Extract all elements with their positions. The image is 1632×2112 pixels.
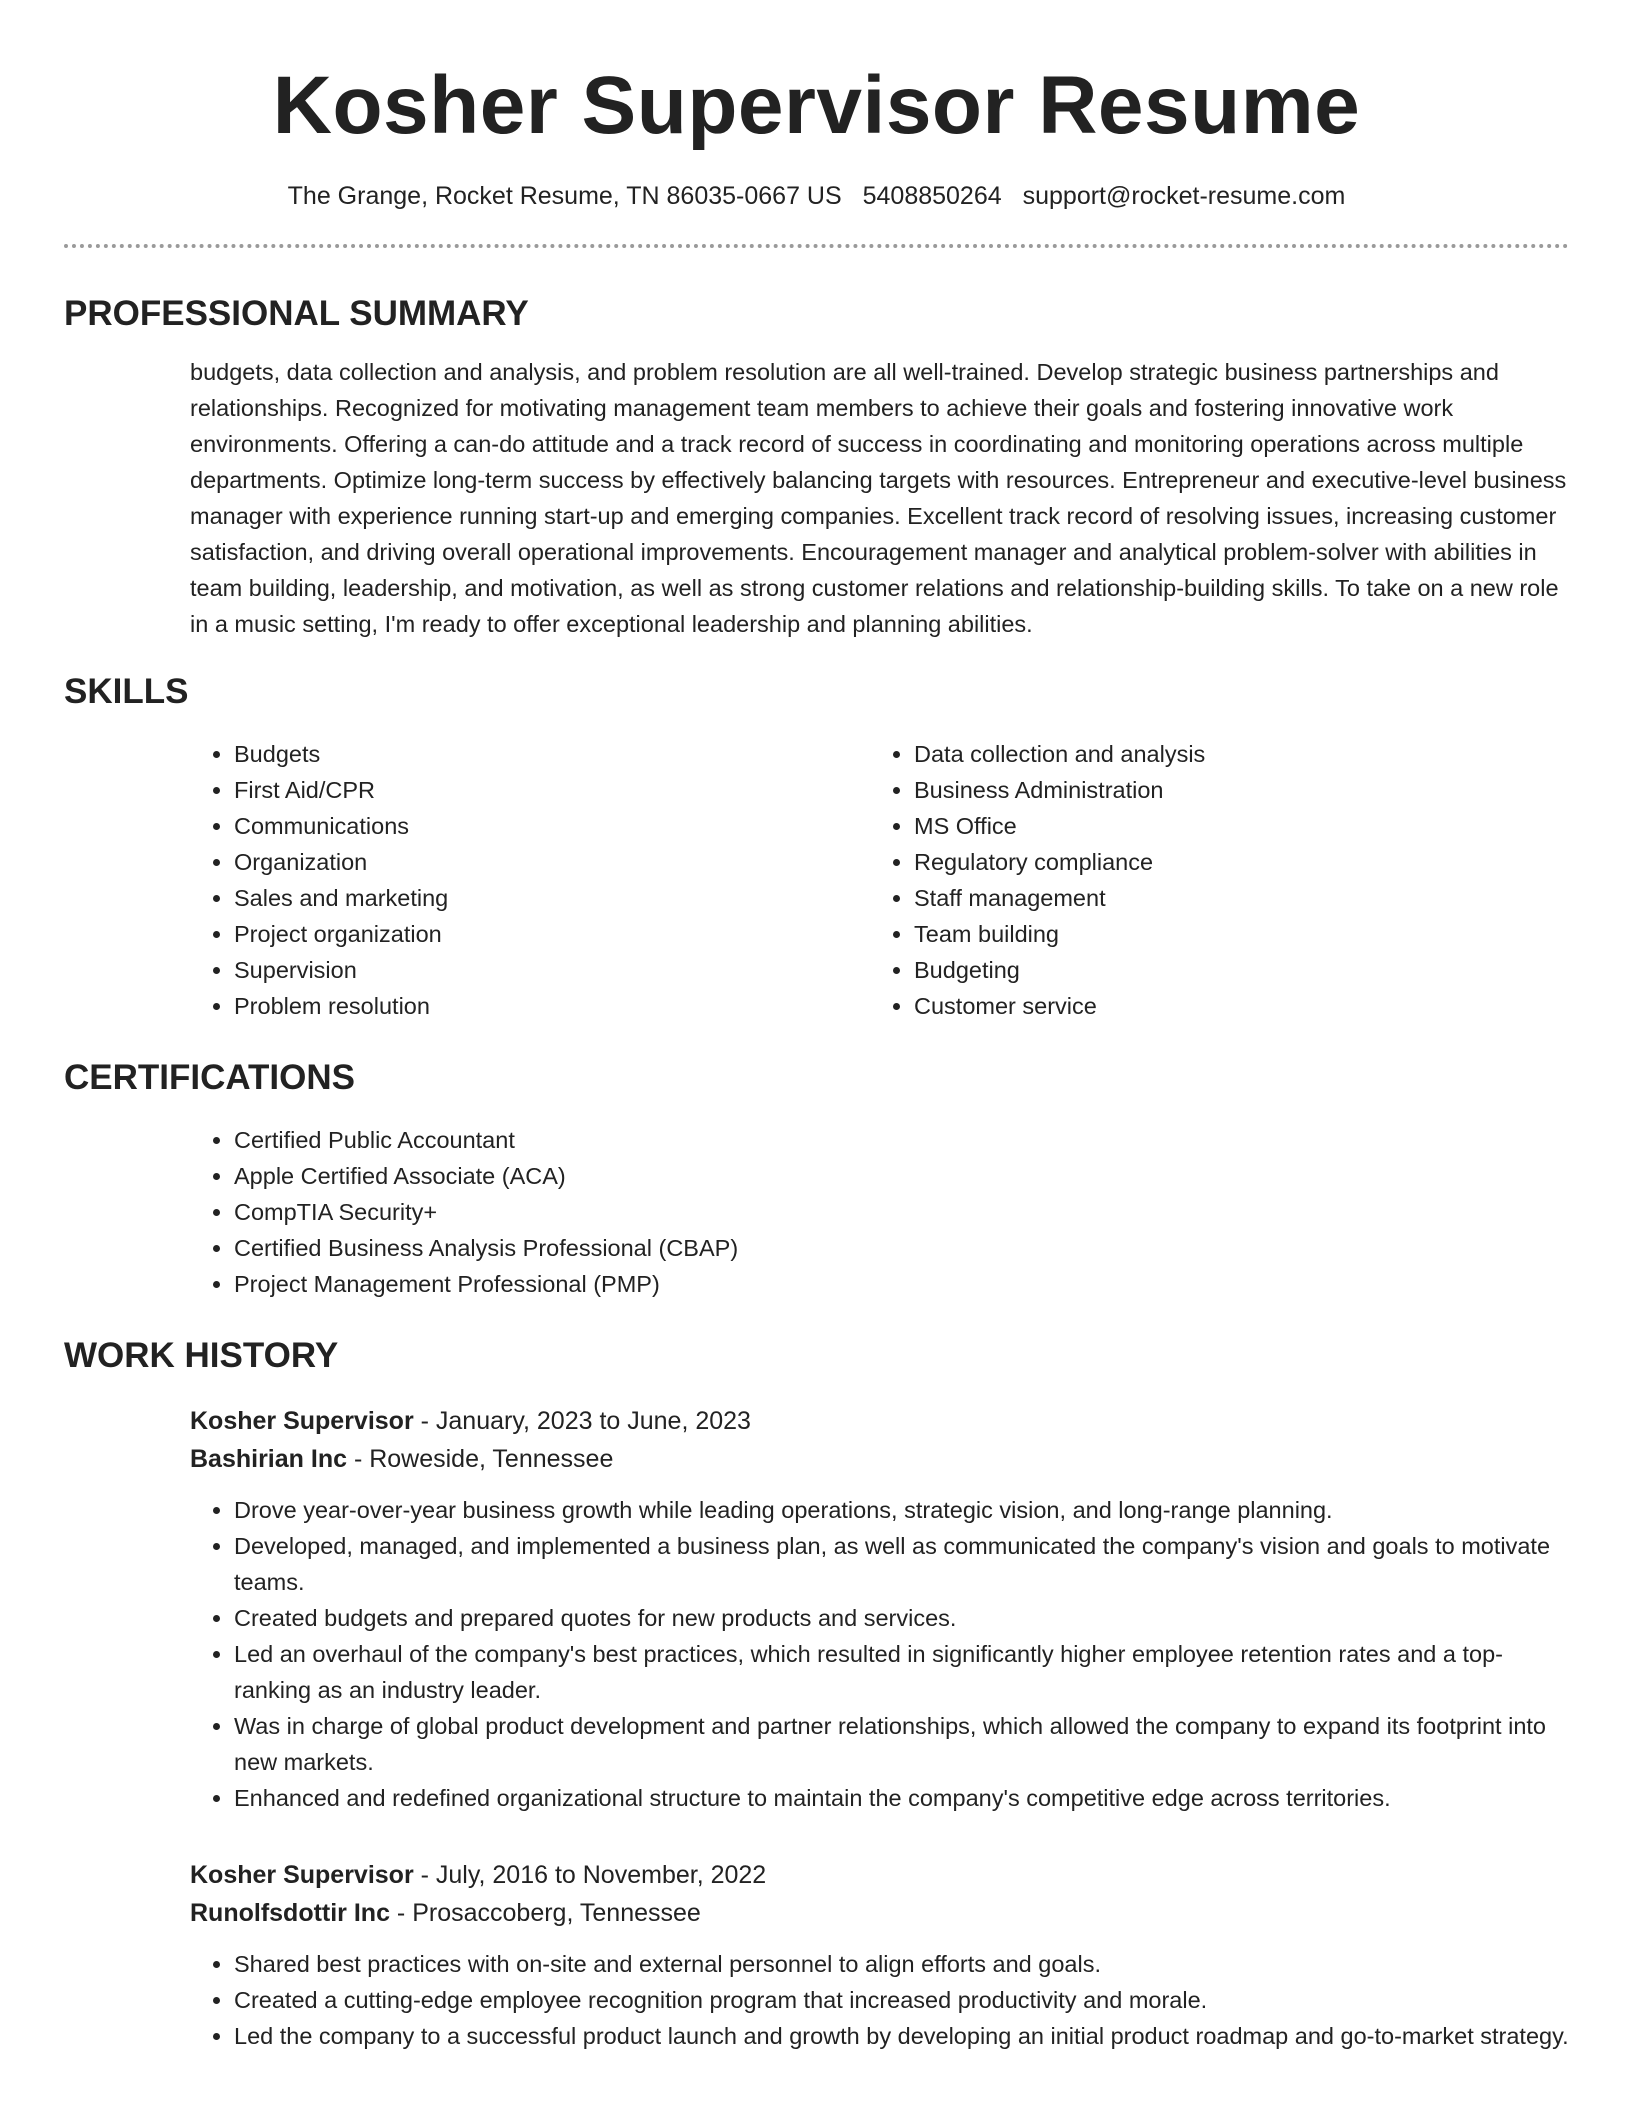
section-heading-work-history: WORK HISTORY	[64, 1336, 339, 1375]
job-company: Runolfsdottir Inc	[190, 1899, 390, 1927]
job-title: Kosher Supervisor	[190, 1861, 414, 1889]
section-heading-summary: PROFESSIONAL SUMMARY	[64, 294, 529, 333]
skills-list-right	[870, 736, 1550, 1024]
skill-item: • Project organization	[234, 916, 870, 952]
job-dates: - January, 2023 to June, 2023	[413, 1407, 751, 1435]
skills-grid	[190, 736, 1569, 1024]
skill-item: • Budgets	[234, 736, 870, 772]
skill-item: • Customer service	[914, 988, 1550, 1024]
job-location: - Prosaccoberg, Tennessee	[389, 1899, 701, 1927]
job-bullet: • Created a cutting-edge employee recognition program that increased productivity and morale.	[234, 1982, 1569, 2018]
skills-list-left	[190, 736, 870, 1024]
job-bullet: • Was in charge of global product development and partner relationships, which allowed the company to expand its footprint into new markets.	[234, 1708, 1569, 1780]
contact-line	[64, 180, 1569, 212]
job-bullet: • Drove year-over-year business growth while leading operations, strategic vision, and long-range planning.	[234, 1492, 1569, 1528]
skill-item: • Data collection and analysis	[914, 736, 1550, 772]
job-company: Bashirian Inc	[190, 1445, 347, 1473]
section-heading-certifications: CERTIFICATIONS	[64, 1058, 356, 1097]
skills-column-left	[190, 736, 870, 1024]
job-location: - Roweside, Tennessee	[347, 1445, 614, 1473]
skill-item: • Budgeting	[914, 952, 1550, 988]
header-divider	[64, 244, 1569, 248]
skill-item: • Supervision	[234, 952, 870, 988]
job-company-line	[190, 1894, 1569, 1932]
job-title-line	[190, 1856, 1569, 1894]
skill-item: • Communications	[234, 808, 870, 844]
job-bullet-list	[190, 1946, 1569, 2054]
job-bullet: • Led an overhaul of the company's best practices, which resulted in significantly higher employee retention rates and a top-ranking as an industry leader.	[234, 1636, 1569, 1708]
skill-item: • MS Office	[914, 808, 1550, 844]
contact-address: The Grange, Rocket Resume, TN 86035-0667 US	[287, 182, 842, 210]
contact-email: support@rocket-resume.com	[1022, 182, 1346, 210]
skill-item: • Team building	[914, 916, 1550, 952]
skill-item: • First Aid/CPR	[234, 772, 870, 808]
certification-item: • Apple Certified Associate (ACA)	[234, 1158, 1569, 1194]
summary-paragraph: budgets, data collection and analysis, and problem resolution are all well-trained. Develop strategic business partnerships and relationships. Recognized for motivating management team members to achieve their goals and fostering innovative work environments. Offering a can-do attitude and a track record of success in coordinating and monitoring operations across multiple departments. Optimize long-term success by effectively balancing targets with resources. Entrepreneur and executive-level business manager with experience running start-up and emerging companies. Excellent track record of resolving issues, increasing customer satisfaction, and driving overall operational improvements. Encouragement manager and analytical problem-solver with abilities in team building, leadership, and motivation, as well as strong customer relations and relationship-building skills. To take on a new role in a music setting, I'm ready to offer exceptional leadership and planning abilities.	[190, 359, 1567, 637]
certification-item: • CompTIA Security+	[234, 1194, 1569, 1230]
job-dates: - July, 2016 to November, 2022	[413, 1861, 767, 1889]
skill-item: • Regulatory compliance	[914, 844, 1550, 880]
skill-item: • Organization	[234, 844, 870, 880]
section-heading-skills: SKILLS	[64, 672, 189, 711]
skill-item: • Staff management	[914, 880, 1550, 916]
certification-item: • Certified Business Analysis Professional (CBAP)	[234, 1230, 1569, 1266]
job-bullet: • Created budgets and prepared quotes for new products and services.	[234, 1600, 1569, 1636]
job-bullet: • Led the company to a successful product launch and growth by developing an initial product roadmap and go-to-market strategy.	[234, 2018, 1569, 2054]
job-title-line	[190, 1402, 1569, 1440]
certification-item: • Certified Public Accountant	[234, 1122, 1569, 1158]
resume-title: Kosher Supervisor Resume	[272, 60, 1361, 151]
job-entry	[190, 1402, 1569, 1816]
contact-phone: 5408850264	[862, 182, 1002, 210]
job-title: Kosher Supervisor	[190, 1407, 414, 1435]
job-bullet: • Enhanced and redefined organizational structure to maintain the company's competitive edge across territories.	[234, 1780, 1569, 1816]
job-entry	[190, 1856, 1569, 2054]
skill-item: • Business Administration	[914, 772, 1550, 808]
job-bullet-list	[190, 1492, 1569, 1816]
resume-page	[64, 0, 1569, 2054]
skill-item: • Sales and marketing	[234, 880, 870, 916]
skills-column-right	[870, 736, 1550, 1024]
job-bullet: • Shared best practices with on-site and external personnel to align efforts and goals.	[234, 1946, 1569, 1982]
skill-item: • Problem resolution	[234, 988, 870, 1024]
job-company-line	[190, 1440, 1569, 1478]
certifications-list	[190, 1122, 1569, 1302]
certifications-block	[190, 1122, 1569, 1302]
job-bullet: • Developed, managed, and implemented a business plan, as well as communicated the company's vision and goals to motivate teams.	[234, 1528, 1569, 1600]
certification-item: • Project Management Professional (PMP)	[234, 1266, 1569, 1302]
